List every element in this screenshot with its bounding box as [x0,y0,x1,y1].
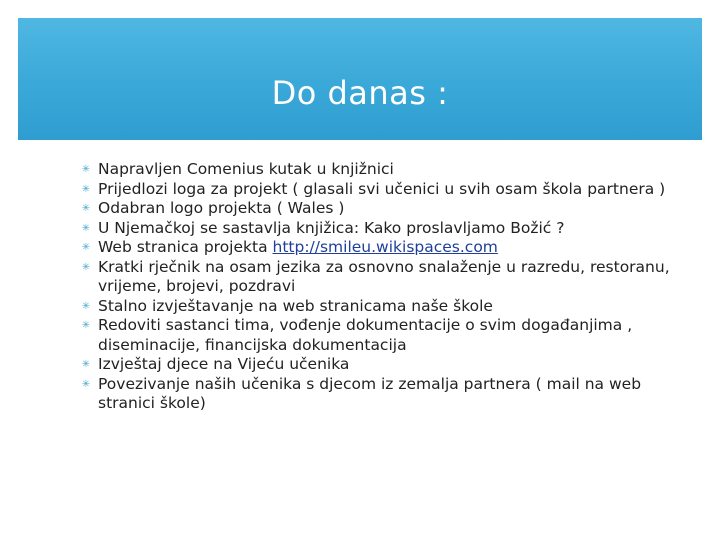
list-item [80,297,680,317]
asterisk-icon: ✳ [81,164,91,175]
list-item [80,160,680,180]
list-item-text: Povezivanje naših učenika s djecom iz zemalja partnera ( mail na web stranici škole) [98,374,642,412]
asterisk-icon: ✳ [81,222,91,234]
list-item [80,375,680,414]
asterisk-icon: ✳ [81,261,91,273]
list-item-text: Odabran logo projekta ( Wales ) [98,199,345,217]
list-item-text: Stalno izvještavanje na web stranicama naše škole [98,296,493,315]
list-item-text: Kratki rječnik na osam jezika za osnovno snalaženje u razredu, restoranu, vrijeme, brojevi, pozdravi [98,257,670,295]
bullet-list [80,160,680,414]
slide-title: Do danas : [271,74,449,112]
list-item-text: Napravljen Comenius kutak u knjižnici [98,160,394,178]
list-item [80,219,680,239]
list-item-text: U Njemačkoj se sastavlja knjižica: Kako proslavljamo Božić ? [98,218,565,237]
asterisk-icon: ✳ [81,320,91,331]
asterisk-icon: ✳ [81,203,91,214]
title-banner [18,18,702,140]
website-link[interactable]: http://smileu.wikispaces.com [272,238,498,256]
asterisk-icon: ✳ [81,242,91,253]
asterisk-icon: ✳ [81,359,91,370]
asterisk-icon: ✳ [81,378,91,390]
list-item [80,199,680,219]
list-item-text: Izvještaj djece na Vijeću učenika [98,355,350,373]
list-item [80,355,680,375]
list-item-text: Prijedlozi loga za projekt ( glasali svi učenici u svih osam škola partnera ) [98,179,666,198]
list-item-text: Web stranica projekta [98,238,273,256]
list-item-text: Redoviti sastanci tima, vođenje dokumentacije o svim događanjima , diseminacije, financijska dokumentacija [98,316,633,354]
asterisk-icon: ✳ [81,183,91,195]
list-item [80,180,680,200]
list-item [80,258,680,297]
asterisk-icon: ✳ [81,300,91,312]
list-item [80,238,680,258]
list-item [80,316,680,355]
